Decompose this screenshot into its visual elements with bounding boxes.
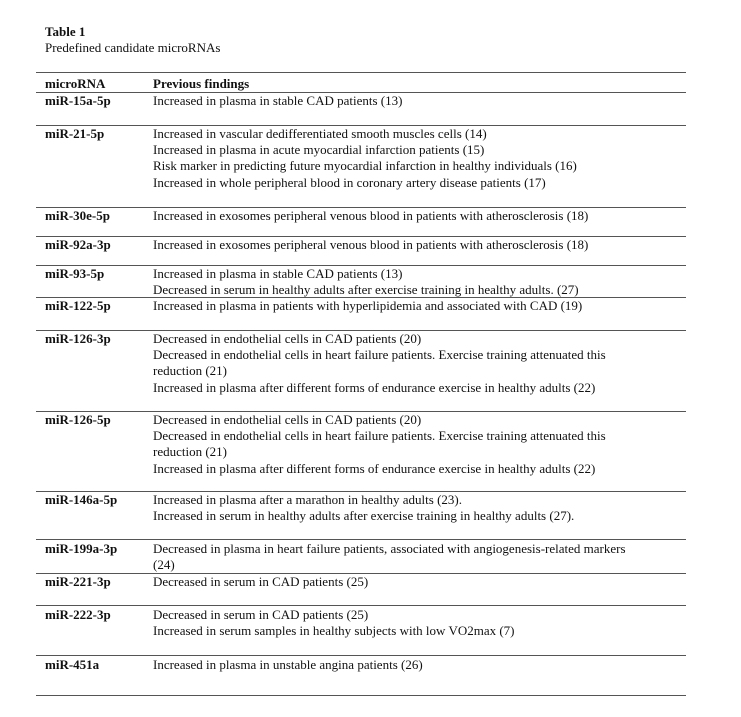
row-rule [36, 655, 686, 656]
table-label: Table 1 [45, 24, 86, 39]
finding-line: Decreased in endothelial cells in heart failure patients. Exercise training attenuated this [153, 428, 606, 444]
finding-line: Increased in exosomes peripheral venous blood in patients with atherosclerosis (18) [153, 237, 589, 252]
finding-line: Decreased in endothelial cells in CAD patients (20) [153, 412, 422, 427]
row-2-findings [153, 208, 673, 224]
finding-line: Increased in serum samples in healthy subjects with low VO2max (7) [153, 623, 515, 639]
row-3-mirna: miR-92a-3p [45, 237, 111, 252]
row-9-findings [153, 541, 673, 573]
finding-line: Increased in exosomes peripheral venous blood in patients with atherosclerosis (18) [153, 208, 589, 223]
finding-line: Increased in plasma in patients with hyperlipidemia and associated with CAD (19) [153, 298, 583, 313]
header-mirna: microRNA [45, 76, 106, 91]
finding-line: Increased in plasma in stable CAD patients (13) [153, 266, 403, 281]
row-11-findings [153, 607, 673, 639]
row-5-mirna: miR-122-5p [45, 298, 111, 313]
finding-line: Increased in plasma after different forms of endurance exercise in healthy adults (22) [153, 460, 596, 476]
finding-line: reduction (21) [153, 444, 228, 460]
row-4-mirna: miR-93-5p [45, 266, 105, 281]
row-8-findings [153, 492, 673, 524]
finding-line: Increased in serum in healthy adults after exercise training in healthy adults (27). [153, 508, 575, 524]
finding-line: Increased in plasma after a marathon in healthy adults (23). [153, 492, 462, 507]
table-bottom-rule [36, 695, 686, 696]
finding-line: Increased in plasma in stable CAD patients (13) [153, 93, 403, 108]
row-4-findings [153, 266, 673, 298]
row-0-findings [153, 93, 673, 109]
finding-line: Decreased in serum in CAD patients (25) [153, 574, 369, 589]
finding-line: Risk marker in predicting future myocardial infarction in healthy individuals (16) [153, 158, 577, 174]
row-7-mirna: miR-126-5p [45, 412, 111, 427]
finding-line: Decreased in plasma in heart failure patients, associated with angiogenesis-related markers [153, 541, 626, 556]
finding-line: Increased in vascular dedifferentiated smooth muscles cells (14) [153, 126, 487, 141]
row-8-mirna: miR-146a-5p [45, 492, 118, 507]
row-5-findings [153, 298, 673, 314]
row-12-findings [153, 657, 673, 673]
row-6-mirna: miR-126-3p [45, 331, 111, 346]
header-previous-findings: Previous findings [153, 76, 250, 91]
row-rule [36, 539, 686, 540]
finding-line: Increased in plasma after different forms of endurance exercise in healthy adults (22) [153, 379, 596, 395]
row-0-mirna: miR-15a-5p [45, 93, 111, 108]
finding-line: Decreased in endothelial cells in heart failure patients. Exercise training attenuated this [153, 347, 606, 363]
finding-line: Decreased in serum in healthy adults after exercise training in healthy adults. (27) [153, 282, 579, 298]
row-1-mirna: miR-21-5p [45, 126, 105, 141]
table-title: Predefined candidate microRNAs [45, 40, 221, 55]
finding-line: Decreased in endothelial cells in CAD patients (20) [153, 331, 422, 346]
row-6-findings [153, 331, 673, 396]
table-top-rule [36, 72, 686, 73]
table-caption [45, 24, 220, 56]
row-9-mirna: miR-199a-3p [45, 541, 118, 556]
row-2-mirna: miR-30e-5p [45, 208, 110, 223]
finding-line: (24) [153, 557, 175, 573]
row-7-findings [153, 412, 673, 477]
finding-line: reduction (21) [153, 363, 228, 379]
row-10-mirna: miR-221-3p [45, 574, 111, 589]
row-1-findings [153, 126, 673, 191]
row-3-findings [153, 237, 673, 253]
row-rule [36, 605, 686, 606]
finding-line: Increased in whole peripheral blood in coronary artery disease patients (17) [153, 174, 546, 190]
row-11-mirna: miR-222-3p [45, 607, 111, 622]
finding-line: Increased in plasma in acute myocardial infarction patients (15) [153, 142, 485, 158]
finding-line: Increased in plasma in unstable angina patients (26) [153, 657, 423, 672]
row-12-mirna: miR-451a [45, 657, 100, 672]
finding-line: Decreased in serum in CAD patients (25) [153, 607, 369, 622]
row-10-findings [153, 574, 673, 590]
